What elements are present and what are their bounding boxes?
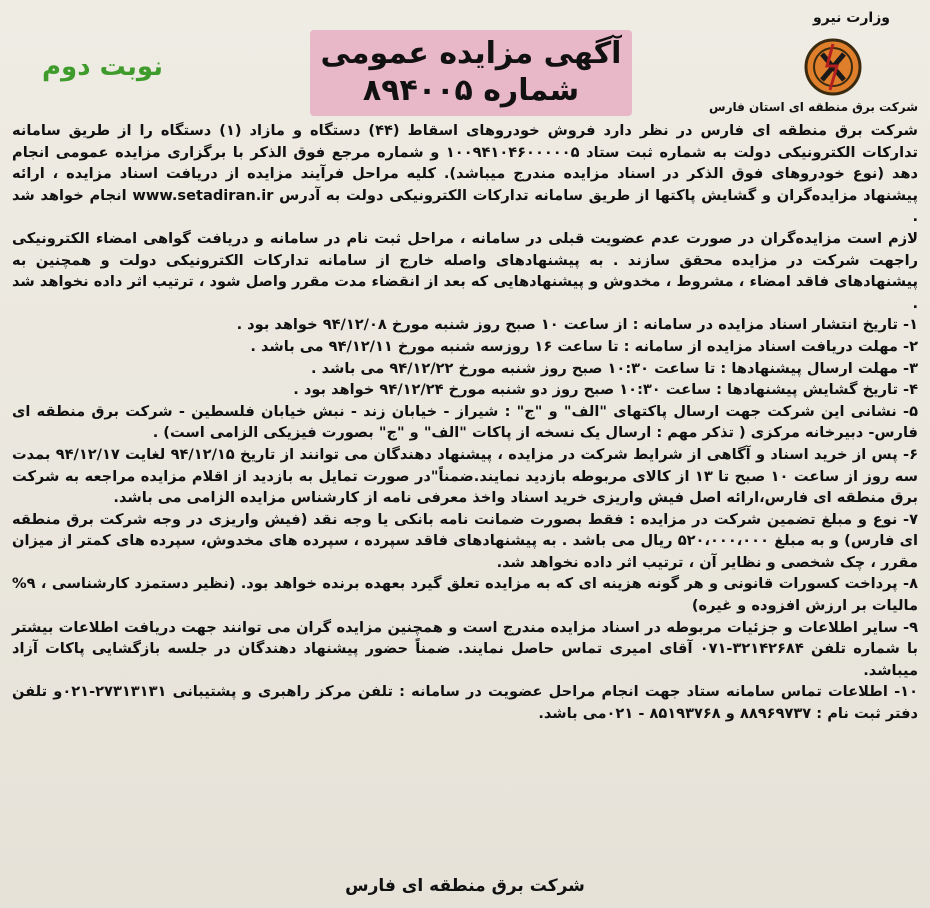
item-10: ۱۰- اطلاعات تماس سامانه ستاد جهت انجام مراحل عضویت در سامانه : تلفن مرکز راهبری و پشتیبانی ۲۷۳۱۳۱۳۱-۰۲۱و تلفن دفتر ثبت نام : ۸۸۹۶۹۷۳۷ و ۸۵۱۹۳۷۶۸ - ۰۲۱می باشد.	[12, 683, 918, 723]
item-2: ۲- مهلت دریافت اسناد مزایده از سامانه : تا ساعت ۱۶ روزسه شنبه مورخ ۹۴/۱۲/۱۱ می باشد .	[250, 337, 918, 355]
notice-number: شماره ۸۹۴۰۰۵	[362, 73, 580, 108]
company-name-top: شرکت برق منطقه ای استان فارس	[709, 100, 918, 114]
power-company-logo-icon	[802, 36, 864, 98]
header	[0, 0, 930, 122]
item-9: ۹- سایر اطلاعات و جزئیات مربوطه در اسناد مزایده مندرج است و همچنین مزایده گران می توانند جهت دریافت اطلاعات بیشتر با شماره تلفن ۳۲۱۴۲۶۸۴-۰۷۱ آقای امیری تماس حاصل نمایند. ضمناً حضور پیشنهاد دهندگان در جلسه بازگشایی پاکات آزاد میباشد.	[12, 618, 918, 679]
intro-paragraph: شرکت برق منطقه ای فارس در نظر دارد فروش خودروهای اسقاط (۴۴) دستگاه و مازاد (۱) دستگاه را از طریق سامانه تدارکات الکترونیکی دولت به شماره ثبت ستاد ۱۰۰۹۴۱۰۴۶۰۰۰۰۰۵ و شماره مرجع فوق الذکر با برگزاری مزایده عمومی انجام دهد (نوع خودروهای فوق الذکر در اسناد مزایده مندرج میباشد). کلیه مراحل فرآیند مزایده از دریافت اسناد مزایده ، ارائه پیشنهاد مزایده‌گران و گشایش پاکتها از طریق سامانه تدارکات الکترونیکی دولت به آدرس www.setadiran.ir انجام خواهد شد .	[12, 122, 918, 226]
logo-block	[709, 8, 918, 118]
round-label: نوبت دوم	[42, 52, 163, 82]
ministry-name: وزارت نیرو	[813, 10, 890, 26]
item-8: ۸- پرداخت کسورات قانونی و هر گونه هزینه ای که به مزایده تعلق گیرد بعهده برنده خواهد بود. (نظیر دستمزد کارشناسی ، ۹% مالیات بر ارزش افزوده و غیره)	[12, 575, 918, 615]
item-6: ۶- پس از خرید اسناد و آگاهی از شرایط شرکت در مزایده ، پیشنهاد دهندگان می توانند از تاریخ ۹۴/۱۲/۱۵ لغایت ۹۴/۱۲/۱۷ بمدت سه روز از ساعت ۱۰ صبح تا ۱۳ از کالای مربوطه بازدید نمایند.ضمناً"در صورت تمایل به بازدید از اقلام مزایده مراجعه به شرکت برق منطقه ای فارس،ارائه اصل فیش واریزی خرید اسناد واخذ معرفی نامه از کارشناس مزایده الزامی می باشد.	[12, 445, 918, 507]
requirements-paragraph: لازم است مزایده‌گران در صورت عدم عضویت قبلی در سامانه ، مراحل ثبت نام در سامانه و دریافت گواهی امضاء الکترونیکی راجهت شرکت در مزایده محقق سازند . به پیشنهادهای واصله خارج از سامانه تدارکات الکترونیکی دولت و همچنین به پیشنهادهای فاقد امضاء ، مشروط ، مخدوش و پیشنهادهایی که بعد از انقضاء مدت مقرر واصل شود ، ترتیب اثر داده نخواهد شد .	[12, 229, 918, 312]
item-3: ۳- مهلت ارسال پیشنهادها : تا ساعت ۱۰:۳۰ صبح روز شنبه مورخ ۹۴/۱۲/۲۲ می باشد .	[311, 359, 918, 377]
item-4: ۴- تاریخ گشایش پیشنهادها : ساعت ۱۰:۳۰ صبح روز دو شنبه مورخ ۹۴/۱۲/۲۴ خواهد بود .	[293, 381, 918, 399]
notice-title: آگهی مزایده عمومی	[320, 36, 622, 71]
title-box	[310, 30, 632, 116]
footer-signature: شرکت برق منطقه ای فارس	[345, 876, 585, 896]
item-5: ۵- نشانی این شرکت جهت ارسال پاکتهای "الف" و "ج" : شیراز - خیابان زند - نبش خیابان فلسطین - شرکت برق منطقه ای فارس- دبیرخانه مرکزی ( تذکر مهم : ارسال یک نسخه از پاکات "الف" و "ج" بصورت فیزیکی الزامی است) .	[12, 402, 918, 442]
item-7: ۷- نوع و مبلغ تضمین شرکت در مزایده : فقط بصورت ضمانت نامه بانکی یا وجه نقد (فیش واریزی در وجه شرکت برق منطقه ای فارس) و به مبلغ ۵۲۰،۰۰۰،۰۰۰ ریال می باشد . به پیشنهادهای فاقد سپرده ، سپرده های مخدوش، سپرده های کمتر از میزان مقرر ، چک شخصی و نظایر آن ، ترتیب اثر داده نخواهد شد.	[12, 510, 918, 571]
notice-body	[12, 120, 918, 725]
item-1: ۱- تاریخ انتشار اسناد مزایده در سامانه : از ساعت ۱۰ صبح روز شنبه مورخ ۹۴/۱۲/۰۸ خواهد بود .	[236, 316, 918, 334]
